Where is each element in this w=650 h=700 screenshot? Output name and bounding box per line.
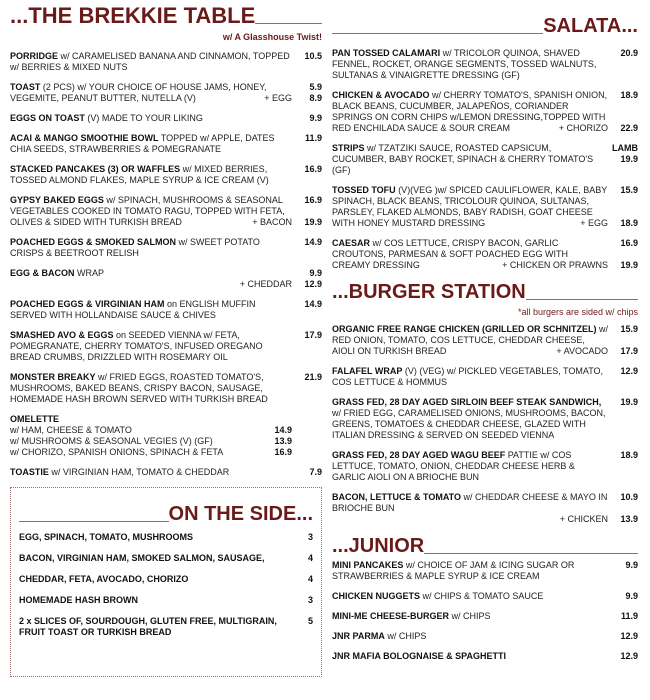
- item-price: 16.9: [304, 195, 322, 205]
- side-item: [19, 574, 313, 585]
- option-price: 13.9: [274, 436, 292, 446]
- side-item-name: CHEDDAR, FETA, AVOCADO, CHORIZO: [19, 574, 189, 584]
- side-list: [19, 532, 313, 638]
- extra-label: + EGG: [580, 218, 608, 228]
- item-name: GYPSY BAKED EGGS: [10, 195, 104, 205]
- salata-menu-item: [332, 238, 638, 271]
- junior-menu-item: [332, 591, 638, 602]
- price-column: [292, 330, 322, 363]
- item-name: PAN TOSSED CALAMARI: [332, 48, 441, 58]
- extra-price: 12.9: [304, 279, 322, 289]
- extra-option: [551, 123, 638, 134]
- item-description: w/ TRICOLOR QUINOA, SHAVED FENNEL, ROCKET, ORANGE SEGMENTS, TOSSED WALNUTS, SULTANAS & VINAIGRETTE DRESSING (GF): [332, 48, 597, 80]
- item-text: [10, 414, 292, 458]
- item-price: 10.5: [304, 51, 322, 61]
- price-column: [608, 631, 638, 642]
- brekkie-header: [10, 4, 322, 28]
- item-price: 19.9: [620, 397, 638, 407]
- item-text: [10, 299, 292, 321]
- price-column: [292, 113, 322, 124]
- salata-menu-item: [332, 90, 638, 134]
- extra-price: 18.9: [620, 218, 638, 228]
- item-text: [332, 48, 608, 81]
- item-text: [332, 631, 608, 642]
- side-item: [19, 595, 313, 606]
- item-name: OMELETTE: [10, 414, 59, 424]
- side-item-price: 3: [307, 595, 313, 605]
- item-description: w/ MIXED BERRIES, TOSSED ALMOND FLAKES, MAPLE SYRUP & ICE CREAM (V): [10, 164, 269, 185]
- item-description: (V) MADE TO YOUR LIKING: [84, 113, 203, 123]
- burger-menu-item: [332, 397, 638, 441]
- item-name: JNR PARMA: [332, 631, 385, 641]
- item-name: MINI-ME CHEESE-BURGER: [332, 611, 450, 621]
- brekkie-rule: [255, 23, 322, 24]
- item-text: [332, 651, 608, 662]
- item-price: 16.9: [620, 238, 638, 248]
- brekkie-menu-item: [10, 299, 322, 321]
- item-description: w/ FRIED EGG, CARAMELISED ONIONS, MUSHROOMS, BACON, GREENS, TOMATOES & CHEDDAR CHEESE, GLAZED WITH ITALIAN DRESSING & SERVED ON SEEDED VIENNA: [332, 408, 606, 440]
- brekkie-menu-item: [10, 467, 322, 478]
- item-price: 11.9: [620, 611, 638, 621]
- price-column: [608, 651, 638, 662]
- left-column: [10, 4, 322, 677]
- item-description: w/ CHOICE OF JAM & ICING SUGAR OR STRAWBERRIES & MAPLE SYRUP & ICE CREAM: [332, 560, 575, 581]
- item-text: [332, 560, 608, 582]
- extra-option: [332, 514, 638, 525]
- burger-header: [332, 280, 638, 304]
- item-text: [10, 330, 292, 363]
- item-text: [10, 51, 292, 73]
- item-description: w/ CHIPS: [449, 611, 491, 621]
- item-text: [10, 133, 292, 155]
- salata-list: [332, 48, 638, 271]
- price-column: [608, 143, 638, 176]
- item-name: CHICKEN NUGGETS: [332, 591, 421, 601]
- side-header: [19, 502, 313, 526]
- price-column: [608, 591, 638, 602]
- item-text: [10, 113, 292, 124]
- side-item: [19, 532, 313, 543]
- option-text: w/ MUSHROOMS & SEASONAL VEGIES (V) (GF): [10, 436, 213, 446]
- item-description: (V) (VEG) w/ PICKLED VEGETABLES, TOMATO, COS LETTUCE & HOMMUS: [332, 366, 604, 387]
- item-description: (V)(VEG )w/ SPICED CAULIFLOWER, KALE, BABY SPINACH, BLACK BEANS, TRICOLOUR QUINOA, SULTANAS, PARSLEY, FLAKED ALMONDS, BABY RADISH, GOAT CHEESE WITH HONEY MUSTARD DRESSING: [332, 185, 608, 228]
- item-price: 14.9: [304, 237, 322, 247]
- item-name: CHICKEN & AVOCADO: [332, 90, 430, 100]
- extra-label: + CHICKEN OR PRAWNS: [502, 260, 608, 270]
- extra-label: + EGG: [264, 93, 292, 103]
- extra-label: + CHICKEN: [559, 514, 608, 524]
- item-name: GRASS FED, 28 DAY AGED WAGU BEEF: [332, 450, 506, 460]
- item-name: MINI PANCAKES: [332, 560, 404, 570]
- price-column: [292, 164, 322, 186]
- extra-option: [494, 260, 638, 271]
- brekkie-menu-item: [10, 372, 322, 405]
- salata-menu-item: [332, 143, 638, 176]
- salata-header: [332, 14, 638, 38]
- item-text: [10, 164, 292, 186]
- brekkie-menu-item: [10, 195, 322, 228]
- extra-price: 22.9: [620, 123, 638, 133]
- option-text: w/ CHORIZO, SPANISH ONIONS, SPINACH & FETA: [10, 447, 224, 457]
- item-name: TOSSED TOFU: [332, 185, 396, 195]
- item-description: w/ CHEDDAR CHEESE & MAYO IN BRIOCHE BUN: [332, 492, 608, 513]
- burger-title: ...BURGER STATION: [332, 281, 526, 303]
- item-name: TOAST: [10, 82, 41, 92]
- item-description: PATTIE w/ COS LETTUCE, TOMATO, ONION, CHEDDAR CHEESE HERB & GARLIC AIOLI ON A BRIOCHE BUN: [332, 450, 575, 482]
- brekkie-list: [10, 51, 322, 478]
- item-description: w/ CHERRY TOMATO'S, SPANISH ONION, BLACK BEANS, CUCUMBER, JALAPEÑOS, CORIANDER SPRINGS ON CORN CHIPS w/LEMON DRESSING,TOPPED WITH RED ENCHILADA SAUCE & SOUR CREAM: [332, 90, 608, 133]
- item-price: 12.9: [620, 366, 638, 376]
- price-column: [608, 450, 638, 483]
- brekkie-menu-item: [10, 82, 322, 104]
- burger-menu-item: [332, 324, 638, 357]
- side-title: ON THE SIDE...: [168, 503, 313, 525]
- item-name: FALAFEL WRAP: [332, 366, 403, 376]
- item-text: [10, 372, 292, 405]
- item-text: [10, 467, 292, 478]
- junior-menu-item: [332, 631, 638, 642]
- extra-price: 8.9: [309, 93, 322, 103]
- item-description: w/ FRIED EGGS, ROASTED TOMATO'S, MUSHROOMS, BAKED BEANS, CRISPY BACON, SAUSAGE, HOMEMADE HASH BROWN SERVED WITH TURKISH BREAD: [10, 372, 268, 404]
- item-price: 9.9: [625, 560, 638, 570]
- item-name: CAESAR: [332, 238, 371, 248]
- item-name: POACHED EGGS & SMOKED SALMON: [10, 237, 177, 247]
- item-name: GRASS FED, 28 DAY AGED SIRLOIN BEEF STEAK SANDWICH,: [332, 397, 602, 407]
- item-price: 12.9: [620, 651, 638, 661]
- item-text: [10, 237, 292, 259]
- junior-header: [332, 534, 638, 558]
- brekkie-menu-item: [10, 133, 322, 155]
- item-price: 15.9: [620, 185, 638, 195]
- price-column: [608, 48, 638, 81]
- item-price: 18.9: [620, 450, 638, 460]
- item-description: TOPPED w/ APPLE, DATES CHIA SEEDS, STRAWBERRIES & POMEGRANATE: [10, 133, 275, 154]
- item-price: 14.9: [304, 299, 322, 309]
- side-item-price: 3: [307, 532, 313, 542]
- item-text: [332, 450, 608, 483]
- brekkie-menu-item: [10, 330, 322, 363]
- brekkie-menu-item: [10, 237, 322, 259]
- item-text: [332, 397, 608, 441]
- burger-menu-item: [332, 450, 638, 483]
- item-price: 9.9: [309, 268, 322, 278]
- price-column: [608, 397, 638, 441]
- item-description: w/ COS LETTUCE, CRISPY BACON, GARLIC CROUTONS, PARMESAN & SOFT POACHED EGG WITH CREAMY DRESSING: [332, 238, 569, 270]
- burger-menu-item: [332, 492, 638, 525]
- item-name: PORRIDGE: [10, 51, 59, 61]
- option-price: 16.9: [274, 447, 292, 457]
- item-description: WRAP: [74, 268, 105, 278]
- item-text: [332, 143, 608, 176]
- side-box: [10, 487, 322, 677]
- item-description: w/ TZATZIKI SAUCE, ROASTED CAPSICUM, CUCUMBER, BABY ROCKET, SPINACH & CHERRY TOMATO'S (GF): [332, 143, 594, 175]
- item-description: (2 PCS) w/ YOUR CHOICE OF HOUSE JAMS, HONEY, VEGEMITE, PEANUT BUTTER, NUTELLA (V): [10, 82, 267, 103]
- item-text: [332, 366, 608, 388]
- price-column: [292, 372, 322, 405]
- item-price: 9.9: [309, 113, 322, 123]
- item-price: 19.9: [620, 154, 638, 164]
- side-item-price: 5: [307, 616, 313, 626]
- extra-price: 17.9: [620, 346, 638, 356]
- price-column: [292, 299, 322, 321]
- price-column: [608, 611, 638, 622]
- brekkie-menu-item: [10, 51, 322, 73]
- brekkie-menu-item: [10, 268, 322, 290]
- item-name: SMASHED AVO & EGGS: [10, 330, 114, 340]
- extra-label: + CHORIZO: [558, 123, 608, 133]
- price-column: [608, 560, 638, 582]
- salata-rule: [332, 33, 543, 34]
- extra-price: 19.9: [304, 217, 322, 227]
- item-name: STRIPS: [332, 143, 365, 153]
- item-price: 16.9: [304, 164, 322, 174]
- item-text: [332, 611, 608, 622]
- junior-menu-item: [332, 560, 638, 582]
- item-name: EGG & BACON: [10, 268, 75, 278]
- salata-menu-item: [332, 185, 638, 229]
- extra-label: + CHEDDAR: [239, 279, 292, 289]
- item-price: 10.9: [620, 492, 638, 502]
- extra-label: + BACON: [252, 217, 292, 227]
- item-description: w/ SPINACH, MUSHROOMS & SEASONAL VEGETABLES COOKED IN TOMATO RAGU, TOPPED WITH FETA, OLIVES & SIDED WITH TURKISH BREAD: [10, 195, 285, 227]
- burger-list: [332, 324, 638, 525]
- junior-menu-item: [332, 611, 638, 622]
- item-name: MONSTER BREAKY: [10, 372, 96, 382]
- right-column: [332, 14, 638, 671]
- brekkie-title: ...THE BREKKIE TABLE: [10, 3, 256, 28]
- item-description: w/ CHIPS & TOMATO SAUCE: [420, 591, 544, 601]
- item-variant-label: LAMB: [612, 143, 638, 153]
- omelette-option: [10, 447, 292, 458]
- price-column: [608, 366, 638, 388]
- side-rule: [19, 521, 169, 522]
- extra-option: [572, 218, 638, 229]
- brekkie-menu-item: [10, 414, 322, 458]
- item-description: w/ VIRGINIAN HAM, TOMATO & CHEDDAR: [48, 467, 230, 477]
- side-item: [19, 616, 313, 638]
- burger-rule: [526, 299, 638, 300]
- side-item-name: HOMEMADE HASH BROWN: [19, 595, 138, 605]
- side-item-price: 4: [307, 553, 313, 563]
- junior-menu-item: [332, 651, 638, 662]
- side-item-name: BACON, VIRGINIAN HAM, SMOKED SALMON, SAUSAGE,: [19, 553, 265, 563]
- item-price: 20.9: [620, 48, 638, 58]
- item-name: POACHED EGGS & VIRGINIAN HAM: [10, 299, 165, 309]
- omelette-option: [10, 436, 292, 447]
- extra-option: [10, 279, 322, 290]
- price-column: [292, 414, 322, 458]
- item-name: JNR MAFIA BOLOGNAISE & SPAGHETTI: [332, 651, 507, 661]
- junior-list: [332, 560, 638, 662]
- item-price: 15.9: [620, 324, 638, 334]
- item-name: TOASTIE: [10, 467, 49, 477]
- option-text: w/ HAM, CHEESE & TOMATO: [10, 425, 132, 435]
- side-item-price: 4: [307, 574, 313, 584]
- brekkie-menu-item: [10, 164, 322, 186]
- item-description: w/ SWEET POTATO CRISPS & BEETROOT RELISH: [10, 237, 260, 258]
- item-price: 17.9: [304, 330, 322, 340]
- brekkie-subtitle: w/ A Glasshouse Twist!: [222, 32, 322, 42]
- price-column: [292, 51, 322, 73]
- item-name: BACON, LETTUCE & TOMATO: [332, 492, 461, 502]
- item-description: on ENGLISH MUFFIN SERVED WITH HOLLANDAISE SAUCE & CHIVES: [10, 299, 256, 320]
- price-column: [292, 467, 322, 478]
- salata-title: SALATA...: [543, 15, 638, 37]
- item-description: on SEEDED VIENNA w/ FETA, POMEGRANATE, CHERRY TOMATO'S, INFUSED OREGANO BREAD CRUMBS, DRIZZLED WITH ROSEMARY OIL: [10, 330, 263, 362]
- burger-note: *all burgers are sided w/ chips: [517, 307, 638, 317]
- item-price: 9.9: [625, 591, 638, 601]
- item-price: 5.9: [309, 82, 322, 92]
- item-price: 18.9: [620, 90, 638, 100]
- item-name: ORGANIC FREE RANGE CHICKEN (GRILLED OR SCHNITZEL): [332, 324, 597, 334]
- item-price: 21.9: [304, 372, 322, 382]
- junior-title: ...JUNIOR: [332, 535, 425, 557]
- price-column: [292, 133, 322, 155]
- extra-option: [548, 346, 638, 357]
- item-description: w/ CHIPS: [384, 631, 427, 641]
- option-price: 14.9: [274, 425, 292, 435]
- side-item-name: 2 x SLICES OF, SOURDOUGH, GLUTEN FREE, MULTIGRAIN, FRUIT TOAST OR TURKISH BREAD: [19, 616, 277, 637]
- junior-rule: [424, 553, 638, 554]
- item-name: EGGS ON TOAST: [10, 113, 85, 123]
- side-item-name: EGG, SPINACH, TOMATO, MUSHROOMS: [19, 532, 194, 542]
- price-column: [292, 237, 322, 259]
- item-name: STACKED PANCAKES (3) OR WAFFLES: [10, 164, 181, 174]
- burger-menu-item: [332, 366, 638, 388]
- extra-price: 13.9: [620, 514, 638, 524]
- item-name: ACAI & MANGO SMOOTHIE BOWL: [10, 133, 159, 143]
- side-item: [19, 553, 313, 564]
- item-text: [332, 591, 608, 602]
- item-price: 12.9: [620, 631, 638, 641]
- extra-price: 19.9: [620, 260, 638, 270]
- extra-label: + AVOCADO: [556, 346, 608, 356]
- item-price: 11.9: [304, 133, 322, 143]
- extra-option: [256, 93, 322, 104]
- item-price: 7.9: [309, 467, 322, 477]
- omelette-option: [10, 425, 292, 436]
- extra-option: [244, 217, 322, 228]
- brekkie-menu-item: [10, 113, 322, 124]
- salata-menu-item: [332, 48, 638, 81]
- item-description: w/ RED ONION, TOMATO, COS LETTUCE, CHEDDAR CHEESE, AIOLI ON TURKISH BREAD: [332, 324, 609, 356]
- item-description: w/ CARAMELISED BANANA AND CINNAMON, TOPPED w/ BERRIES & MIXED NUTS: [10, 51, 290, 72]
